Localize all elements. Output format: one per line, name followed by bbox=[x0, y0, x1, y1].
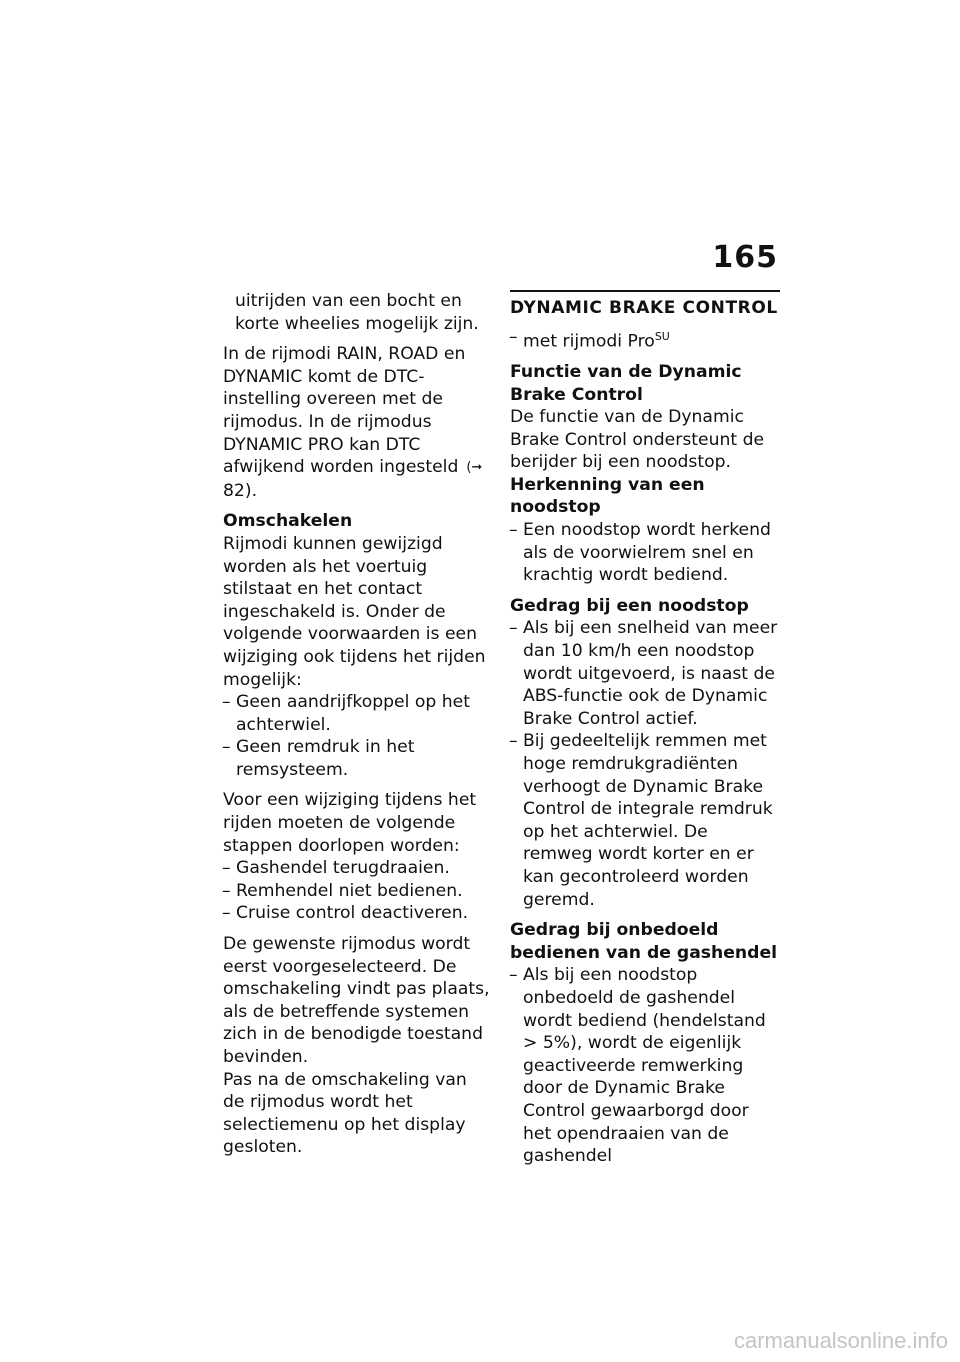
list-item: – Gashendel terugdraaien. bbox=[223, 857, 493, 880]
list-item: – Een noodstop wordt herkend als de voorwielrem snel en krachtig wordt bediend. bbox=[510, 519, 780, 587]
watermark: carmanualsonline.info bbox=[733, 1328, 948, 1353]
herkenning-list bbox=[510, 519, 780, 587]
list-item: – Remhendel niet bedienen. bbox=[223, 880, 493, 903]
steps-intro: Voor een wijziging tijdens het rijden moeten de volgende stappen doorlopen worden: bbox=[223, 790, 477, 856]
list-item: – Als bij een noodstop onbedoeld de gashendel wordt bediend (hendelstand > 5%), wordt de eigenlijk geactiveerde remwerking door de Dynamic Brake Control gewaarborgd door het opendraaien van de gashendel bbox=[510, 964, 780, 1167]
omschakelen-paragraph: Rijmodi kunnen gewijzigd worden als het voertuig stilstaat en het contact ingeschakeld is. Onder de volgende voorwaarden is een wijziging ook tijdens het rijden mogelijk: bbox=[223, 533, 486, 690]
heading-omschakelen: Omschakelen bbox=[223, 511, 353, 532]
functie-paragraph: De functie van de Dynamic Brake Control ondersteunt de berijder bij een noodstop. bbox=[510, 407, 765, 473]
page-number: 165 bbox=[712, 240, 778, 275]
right-column bbox=[510, 290, 780, 1176]
conditions-list bbox=[223, 691, 493, 781]
intro-continuation: uitrijden van een bocht en korte wheelies mogelijk zijn. bbox=[235, 291, 479, 334]
list-item: – Geen aandrijfkoppel op het achterwiel. bbox=[223, 691, 493, 736]
page-reference-arrow-icon: (➞ bbox=[466, 460, 483, 476]
heading-functie: Functie van de Dynamic Brake Control bbox=[510, 361, 742, 405]
variant-item bbox=[510, 326, 780, 353]
menu-close-paragraph: Pas na de omschakeling van de rijmodus wordt het selectiemenu op het display gesloten. bbox=[223, 1069, 467, 1158]
variant-list bbox=[510, 326, 780, 353]
heading-onbedoeld: Gedrag bij onbedoeld bedienen van de gashendel bbox=[510, 920, 778, 963]
gedrag-list bbox=[510, 617, 780, 911]
dtc-paragraph bbox=[223, 343, 493, 502]
list-item: – Als bij een snelheid van meer dan 10 km/h een noodstop wordt uitgevoerd, is naast de ABS-functie ook de Dynamic Brake Control actief. bbox=[510, 617, 780, 730]
onbedoeld-list bbox=[510, 964, 780, 1167]
list-item: – Cruise control deactiveren. bbox=[223, 902, 493, 925]
variant-label: met rijmodi Pro bbox=[523, 331, 655, 352]
heading-herkenning: Herkenning van een noodstop bbox=[510, 474, 705, 518]
left-column bbox=[223, 290, 493, 1167]
list-item: – Geen remdruk in het remsysteem. bbox=[223, 736, 493, 781]
steps-list bbox=[223, 857, 493, 925]
heading-gedrag: Gedrag bij een noodstop bbox=[510, 595, 749, 616]
dtc-text: In de rijmodi RAIN, ROAD en DYNAMIC komt de DTC-instelling overeen met de rijmodus. In de rijmodus DYNAMIC PRO kan DTC afwijkend worden ingesteld bbox=[223, 344, 466, 478]
list-item: – Bij gedeeltelijk remmen met hoge remdrukgradiënten verhoogt de Dynamic Brake Control de integrale remdruk op het achterwiel. De remweg wordt korter en er kan gecontroleerd worden geremd. bbox=[510, 730, 780, 911]
dtc-page-ref: 82). bbox=[223, 480, 258, 501]
variant-superscript: SU bbox=[654, 329, 670, 343]
section-title: DYNAMIC BRAKE CONTROL bbox=[510, 290, 780, 320]
preselect-paragraph: De gewenste rijmodus wordt eerst voorgeselecteerd. De omschakeling vindt pas plaats, als de betreffende systemen zich in de benodigde toestand bevinden. bbox=[223, 934, 490, 1067]
